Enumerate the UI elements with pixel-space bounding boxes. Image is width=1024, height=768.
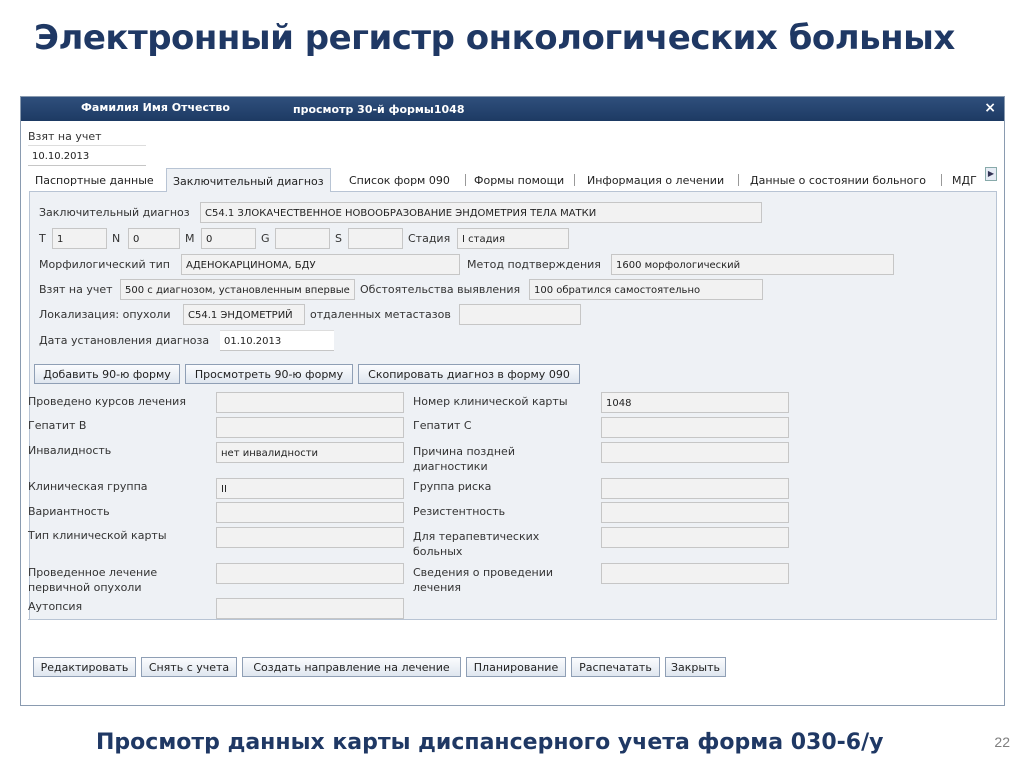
t-label: T — [39, 232, 46, 245]
close-button[interactable]: Закрыть — [665, 657, 726, 677]
slide-caption: Просмотр данных карты диспансерного учета форма 030-6/у — [96, 730, 884, 755]
primary-treatment-field[interactable] — [216, 563, 404, 584]
primary-treatment-label: Проведенное лечение первичной опухоли — [28, 566, 158, 594]
morphology-label: Морфилогический тип — [39, 258, 170, 271]
late-diagnosis-reason-label: Причина поздней диагностики — [413, 445, 515, 473]
slide-number: 22 — [994, 734, 1010, 750]
metastases-field[interactable] — [459, 304, 581, 325]
tab-scroll-right-icon[interactable]: ▶ — [985, 167, 997, 181]
final-diagnosis-field[interactable]: С54.1 ЗЛОКАЧЕСТВЕННОЕ НОВООБРАЗОВАНИЕ ЭНДОМЕТРИЯ ТЕЛА МАТКИ — [200, 202, 762, 223]
treatment-courses-label: Проведено курсов лечения — [28, 395, 186, 408]
autopsy-label: Аутопсия — [28, 600, 83, 613]
hepatitis-c-label: Гепатит С — [413, 419, 472, 432]
hepatitis-b-label: Гепатит В — [28, 419, 87, 432]
clinical-group-field[interactable]: II — [216, 478, 404, 499]
stage-field[interactable]: I стадия — [457, 228, 569, 249]
g-field[interactable] — [275, 228, 330, 249]
edit-button[interactable]: Редактировать — [33, 657, 136, 677]
copy-diagnosis-button[interactable]: Скопировать диагноз в форму 090 — [358, 364, 580, 384]
card-type-label: Тип клинической карты — [28, 529, 167, 542]
planning-button[interactable]: Планирование — [466, 657, 566, 677]
tab-separator — [941, 174, 942, 186]
registration-date-field[interactable]: 10.10.2013 — [28, 145, 146, 166]
tab-separator — [465, 174, 466, 186]
diagnosis-date-label: Дата установления диагноза — [39, 334, 210, 347]
autopsy-field[interactable] — [216, 598, 404, 619]
tab-passport[interactable]: Паспортные данные — [35, 174, 154, 187]
taken-label: Взят на учет — [39, 283, 113, 296]
divider — [28, 619, 996, 620]
therapeutic-patients-field[interactable] — [601, 527, 789, 548]
tab-forms-090[interactable]: Список форм 090 — [349, 174, 450, 187]
treatment-details-label: Сведения о проведении лечения — [413, 566, 554, 594]
tab-help-forms[interactable]: Формы помощи — [474, 174, 565, 187]
taken-field[interactable]: 500 с диагнозом, установленным впервые — [120, 279, 355, 300]
tab-separator — [574, 174, 575, 186]
confirmation-method-label: Метод подтверждения — [467, 258, 601, 271]
localization-label: Локализация: опухоли — [39, 308, 171, 321]
print-button[interactable]: Распечатать — [571, 657, 660, 677]
tab-patient-state[interactable]: Данные о состоянии больного — [750, 174, 926, 187]
window-titlebar — [21, 97, 1004, 121]
confirmation-method-field[interactable]: 1600 морфологический — [611, 254, 894, 275]
final-diagnosis-label: Заключительный диагноз — [39, 206, 190, 219]
s-label: S — [335, 232, 342, 245]
clinical-group-label: Клиническая группа — [28, 480, 148, 493]
stage-label: Стадия — [408, 232, 451, 245]
close-icon[interactable]: × — [984, 100, 996, 116]
morphology-field[interactable]: АДЕНОКАРЦИНОМА, БДУ — [181, 254, 460, 275]
localization-field[interactable]: С54.1 ЭНДОМЕТРИЙ — [183, 304, 305, 325]
resistance-label: Резистентность — [413, 505, 506, 518]
disability-label: Инвалидность — [28, 444, 112, 457]
add-form-90-button[interactable]: Добавить 90-ю форму — [34, 364, 180, 384]
diagnosis-date-field[interactable]: 01.10.2013 — [220, 330, 334, 351]
hepatitis-b-field[interactable] — [216, 417, 404, 438]
card-type-field[interactable] — [216, 527, 404, 548]
tab-bar — [29, 168, 997, 192]
hepatitis-c-field[interactable] — [601, 417, 789, 438]
create-referral-button[interactable]: Создать направление на лечение — [242, 657, 461, 677]
disability-field[interactable]: нет инвалидности — [216, 442, 404, 463]
detection-circumstances-label: Обстоятельства выявления — [360, 283, 521, 296]
clinical-card-number-field[interactable]: 1048 — [601, 392, 789, 413]
treatment-details-field[interactable] — [601, 563, 789, 584]
metastases-label: отдаленных метастазов — [310, 308, 451, 321]
slide-title: Электронный регистр онкологических больных — [34, 18, 955, 58]
form-window — [20, 96, 1005, 706]
s-field[interactable] — [348, 228, 403, 249]
clinical-card-number-label: Номер клинической карты — [413, 395, 568, 408]
deregister-button[interactable]: Снять с учета — [141, 657, 237, 677]
variance-field[interactable] — [216, 502, 404, 523]
treatment-courses-field[interactable] — [216, 392, 404, 413]
n-field[interactable]: 0 — [128, 228, 180, 249]
resistance-field[interactable] — [601, 502, 789, 523]
late-diagnosis-reason-field[interactable] — [601, 442, 789, 463]
t-field[interactable]: 1 — [52, 228, 107, 249]
therapeutic-patients-label: Для терапевтических больных — [413, 530, 540, 558]
tab-mdg[interactable]: МДГ — [952, 174, 977, 187]
g-label: G — [261, 232, 270, 245]
risk-group-field[interactable] — [601, 478, 789, 499]
m-field[interactable]: 0 — [201, 228, 256, 249]
m-label: M — [185, 232, 195, 245]
registration-label: Взят на учет — [28, 130, 102, 143]
view-form-90-button[interactable]: Просмотреть 90-ю форму — [185, 364, 353, 384]
variance-label: Вариантность — [28, 505, 110, 518]
tab-final-diagnosis[interactable]: Заключительный диагноз — [166, 168, 331, 193]
n-label: N — [112, 232, 121, 245]
tab-treatment-info[interactable]: Информация о лечении — [587, 174, 725, 187]
detection-circumstances-field[interactable]: 100 обратился самостоятельно — [529, 279, 763, 300]
tab-separator — [738, 174, 739, 186]
patient-name-label: Фамилия Имя Отчество — [81, 101, 230, 114]
window-title: просмотр 30-й формы1048 — [293, 103, 465, 116]
risk-group-label: Группа риска — [413, 480, 492, 493]
